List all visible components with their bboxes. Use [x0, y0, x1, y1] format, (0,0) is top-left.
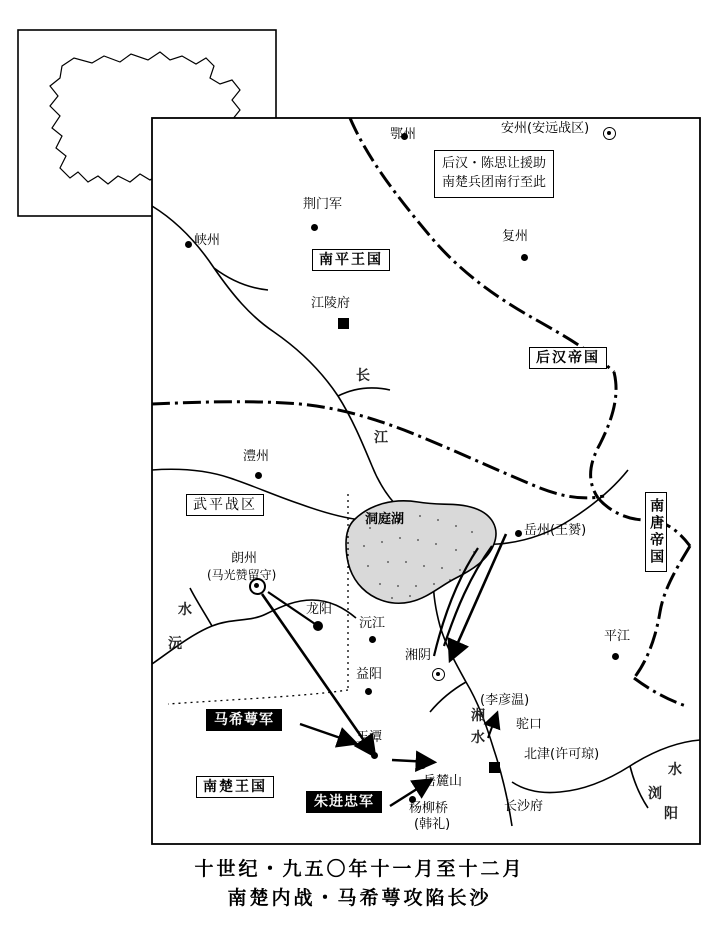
map-title: [0, 855, 719, 914]
label-anzhou: 安州(安远战区): [501, 121, 590, 136]
marker-jingmenjun: [311, 224, 318, 231]
river-label-yang: 阳: [664, 806, 678, 822]
label-jianglingfu: 江陵府: [311, 296, 351, 311]
callout-line-2: 南楚兵团南行至此: [442, 174, 547, 190]
label-yangliuqiao: 杨柳桥: [409, 801, 449, 816]
marker-yuelushan: [419, 762, 426, 769]
label-yuanjiang: 沅江: [359, 616, 386, 631]
label-jingmenjun: 荆门军: [303, 197, 343, 212]
label-xiangyin: 湘阴: [405, 648, 432, 663]
army-label-maxie: 马希萼军: [206, 709, 282, 731]
label-hanli: (韩礼): [414, 817, 451, 832]
marker-jianglingfu: [338, 318, 349, 329]
marker-lizhou: [255, 472, 262, 479]
callout-houhan-relief: [434, 150, 554, 198]
region-label-nantang: 南唐帝国: [645, 492, 667, 572]
callout-line-1: 后汉・陈思让援助: [442, 156, 547, 171]
map-title-line-1: 十世纪・九五〇年十一月至十二月: [194, 858, 525, 880]
label-yuelushan: 岳麓山: [423, 774, 463, 789]
label-fuzhou: 复州: [502, 229, 529, 244]
region-label-houhan: 后汉帝国: [529, 347, 607, 369]
label-yiyang: 益阳: [356, 667, 383, 682]
river-label-shui-west: 水: [178, 602, 192, 618]
river-label-chang: 长: [356, 368, 370, 384]
label-liyanwen: (李彦温): [480, 693, 530, 708]
river-label-liu: 浏: [648, 786, 662, 802]
label-changshafu: 长沙府: [504, 799, 544, 814]
label-xiazhou: 峡州: [194, 233, 221, 248]
label-yutan: 玉潭: [356, 730, 383, 745]
marker-yutan: [371, 752, 378, 759]
label-yuezhou: 岳州(王赟): [524, 523, 587, 538]
army-label-zhujinzhong: 朱进忠军: [306, 791, 382, 813]
label-ezhou: 鄂州: [390, 127, 417, 142]
river-label-shui-xiang: 水: [471, 730, 485, 746]
marker-anzhou: [603, 127, 616, 140]
river-label-jiang: 江: [374, 430, 388, 446]
marker-beijin: [489, 762, 500, 773]
label-lizhou: 澧州: [243, 449, 270, 464]
label-beijin: 北津(许可琼): [524, 747, 600, 762]
marker-xiangyin: [432, 668, 445, 681]
marker-longyang: [315, 623, 322, 630]
river-label-yuan: 沅: [168, 636, 182, 652]
label-langzhou-note: (马光赞留守): [207, 568, 277, 582]
region-label-nanping: 南平王国: [312, 249, 390, 271]
marker-yuanjiang: [369, 636, 376, 643]
region-label-nanchu: 南楚王国: [196, 776, 274, 798]
marker-yiyang: [365, 688, 372, 695]
river-label-shui-east: 水: [668, 762, 682, 778]
marker-yuezhou: [515, 530, 522, 537]
label-dongting-lake: 洞庭湖: [365, 512, 405, 527]
marker-pingjiang: [612, 653, 619, 660]
label-longyang: 龙阳: [306, 602, 333, 617]
river-label-xiang: 湘: [471, 708, 485, 724]
label-pingjiang: 平江: [604, 629, 631, 644]
region-label-wuping-warzone: 武平战区: [186, 494, 264, 516]
map-title-line-2: 南楚内战・马希萼攻陷长沙: [227, 887, 492, 910]
label-langzhou: 朗州: [231, 551, 258, 566]
marker-fuzhou: [521, 254, 528, 261]
marker-xiazhou: [185, 241, 192, 248]
label-tuokou: 驼口: [516, 717, 543, 732]
